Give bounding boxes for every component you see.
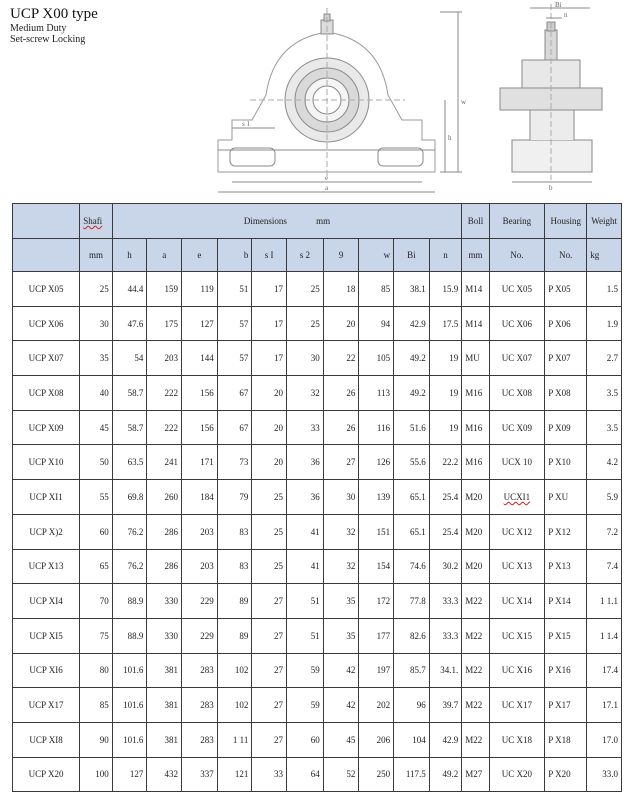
table-row (13, 306, 622, 341)
table-cell: 96 (394, 688, 430, 723)
unit-header-cell: No. (545, 239, 587, 272)
table-cell: 113 (359, 376, 394, 411)
table-row (13, 445, 622, 480)
table-cell: 44.4 (112, 272, 147, 307)
table-cell: 30 (323, 480, 359, 515)
header-weight: Weight (587, 204, 622, 239)
subtitle-locking: Set-screw Locking (10, 34, 86, 45)
table-cell: 88.9 (112, 618, 147, 653)
unit-header-cell: n (429, 239, 462, 272)
table-cell: 206 (359, 722, 394, 757)
table-cell: 20 (252, 445, 287, 480)
table-cell: 76.2 (112, 514, 147, 549)
table-cell: 45 (323, 722, 359, 757)
unit-header-cell: e (182, 239, 218, 272)
table-cell: P X15 (545, 618, 587, 653)
table-cell: 18 (323, 272, 359, 307)
table-cell: P X17 (545, 688, 587, 723)
unit-no-cell: UCP X05 (13, 272, 80, 307)
table-cell: 54 (112, 341, 147, 376)
label-s1: s 1 (242, 120, 250, 128)
table-cell: 40 (80, 376, 113, 411)
table-row (13, 341, 622, 376)
table-cell: 7.4 (587, 549, 622, 584)
table-cell: 1 11 (217, 722, 252, 757)
table-cell: UCX 10 (489, 445, 545, 480)
table-cell: 2.7 (587, 341, 622, 376)
table-cell: 63.5 (112, 445, 147, 480)
table-cell: 139 (359, 480, 394, 515)
unit-no-cell: UCP X07 (13, 341, 80, 376)
table-cell: P X09 (545, 410, 587, 445)
table-cell: 222 (147, 410, 182, 445)
table-cell: 33.3 (429, 584, 462, 619)
header-blank-2 (13, 239, 80, 272)
header-block (10, 6, 98, 45)
table-cell: 260 (147, 480, 182, 515)
subtitle-duty: Medium Duty (10, 23, 67, 34)
table-cell: 83 (217, 514, 252, 549)
table-cell: 27 (252, 584, 287, 619)
table-cell: 17 (252, 272, 287, 307)
table-cell: 337 (182, 757, 218, 792)
table-header-row-2 (13, 239, 622, 272)
table-cell: M22 (462, 722, 489, 757)
table-cell: 90 (80, 722, 113, 757)
table-cell: 432 (147, 757, 182, 792)
table-row (13, 722, 622, 757)
table-cell: P X18 (545, 722, 587, 757)
table-cell: 42 (323, 688, 359, 723)
table-cell: 51 (286, 618, 323, 653)
unit-header-cell: a (147, 239, 182, 272)
table-cell: 17.0 (587, 722, 622, 757)
table-cell: 25 (252, 549, 287, 584)
unit-header-cell: mm (80, 239, 113, 272)
table-cell: 76.2 (112, 549, 147, 584)
table-cell: 17.4 (587, 653, 622, 688)
table-cell: 3.5 (587, 376, 622, 411)
table-cell: 20 (252, 410, 287, 445)
table-cell: 60 (80, 514, 113, 549)
table-cell: 57 (217, 341, 252, 376)
header-blank (13, 204, 80, 239)
table-cell: 88.9 (112, 584, 147, 619)
table-cell: 51 (217, 272, 252, 307)
table-cell: 33.3 (429, 618, 462, 653)
table-cell: P X13 (545, 549, 587, 584)
table-cell: 39.7 (429, 688, 462, 723)
table-cell: 60 (286, 722, 323, 757)
unit-no-cell: UCP X13 (13, 549, 80, 584)
table-row (13, 584, 622, 619)
table-cell: 250 (359, 757, 394, 792)
table-cell: UC X18 (489, 722, 545, 757)
table-cell: P X14 (545, 584, 587, 619)
table-cell: 89 (217, 584, 252, 619)
table-cell: 127 (182, 306, 218, 341)
table-cell: P X20 (545, 757, 587, 792)
label-a: a (325, 184, 329, 192)
table-cell: 126 (359, 445, 394, 480)
table-row (13, 653, 622, 688)
unit-header-cell: w (359, 239, 394, 272)
dimensions-table (12, 203, 622, 792)
table-cell: M16 (462, 445, 489, 480)
label-h: h (448, 134, 452, 142)
table-cell: 70 (80, 584, 113, 619)
table-cell: 19 (429, 376, 462, 411)
unit-no-cell: UCP X08 (13, 376, 80, 411)
table-cell: 27 (252, 722, 287, 757)
table-cell: UC X20 (489, 757, 545, 792)
header-shaft: Shafi (80, 204, 113, 239)
table-cell: UC X12 (489, 514, 545, 549)
table-cell: 67 (217, 376, 252, 411)
table-cell: 1 1.1 (587, 584, 622, 619)
table-cell: MU (462, 341, 489, 376)
table-cell: 83 (217, 549, 252, 584)
table-cell: 85 (80, 688, 113, 723)
table-cell: 58.7 (112, 410, 147, 445)
unit-header-cell: kg (587, 239, 622, 272)
table-cell: UC X05 (489, 272, 545, 307)
table-cell: 47.6 (112, 306, 147, 341)
unit-no-cell: UCP XI5 (13, 618, 80, 653)
table-cell: 26 (323, 410, 359, 445)
table-cell: 101.6 (112, 722, 147, 757)
table-cell: 116 (359, 410, 394, 445)
table-cell: 51 (286, 584, 323, 619)
table-cell: 41 (286, 549, 323, 584)
table-cell: 64 (286, 757, 323, 792)
unit-header-cell: h (112, 239, 147, 272)
table-cell: 33 (252, 757, 287, 792)
table-cell: UC X06 (489, 306, 545, 341)
unit-header-cell: s I (252, 239, 287, 272)
table-cell: 58.7 (112, 376, 147, 411)
table-cell: 49.2 (429, 757, 462, 792)
table-cell: 79 (217, 480, 252, 515)
pillow-block-drawing (190, 0, 630, 200)
table-cell: 94 (359, 306, 394, 341)
unit-header-cell: b (217, 239, 252, 272)
table-cell: 36 (286, 445, 323, 480)
table-cell: 33.0 (587, 757, 622, 792)
table-cell: 34.1. (429, 653, 462, 688)
table-row (13, 376, 622, 411)
table-cell: P X10 (545, 445, 587, 480)
table-cell: 42.9 (429, 722, 462, 757)
table-cell: 67 (217, 410, 252, 445)
table-cell: P X16 (545, 653, 587, 688)
table-cell: 197 (359, 653, 394, 688)
table-cell: 241 (147, 445, 182, 480)
table-cell: 5.9 (587, 480, 622, 515)
header-bolt: Boll (462, 204, 489, 239)
unit-no-cell: UCP X20 (13, 757, 80, 792)
table-cell: 27 (252, 688, 287, 723)
table-cell: 59 (286, 653, 323, 688)
table-row (13, 272, 622, 307)
table-cell: 20 (252, 376, 287, 411)
table-cell: 101.6 (112, 688, 147, 723)
table-row (13, 688, 622, 723)
table-cell: P X12 (545, 514, 587, 549)
unit-no-cell: UCP X17 (13, 688, 80, 723)
table-cell: 52 (323, 757, 359, 792)
table-cell: 75 (80, 618, 113, 653)
table-cell: 330 (147, 584, 182, 619)
table-cell: 30.2 (429, 549, 462, 584)
table-cell: M22 (462, 653, 489, 688)
unit-header-cell: Bi (394, 239, 430, 272)
label-b: b (549, 184, 553, 192)
table-cell: 203 (182, 514, 218, 549)
table-row (13, 757, 622, 792)
table-cell: 15.9 (429, 272, 462, 307)
table-cell: 33 (286, 410, 323, 445)
table-cell: 27 (252, 618, 287, 653)
table-cell: 100 (80, 757, 113, 792)
table-cell: 184 (182, 480, 218, 515)
table-cell: 25 (286, 272, 323, 307)
table-cell: 49.2 (394, 341, 430, 376)
table-cell: 30 (286, 341, 323, 376)
label-w: w (461, 98, 467, 106)
table-cell: 117.5 (394, 757, 430, 792)
table-cell: 1 1.4 (587, 618, 622, 653)
table-cell: 65 (80, 549, 113, 584)
table-cell: 51.6 (394, 410, 430, 445)
unit-header-cell: 9 (323, 239, 359, 272)
unit-header-cell: s 2 (286, 239, 323, 272)
table-cell: 25.4 (429, 514, 462, 549)
table-cell: 42 (323, 653, 359, 688)
table-cell: 104 (394, 722, 430, 757)
table-cell: 7.2 (587, 514, 622, 549)
table-cell: 45 (80, 410, 113, 445)
table-cell: 127 (112, 757, 147, 792)
table-cell: 50 (80, 445, 113, 480)
table-cell: 27 (323, 445, 359, 480)
table-cell: 121 (217, 757, 252, 792)
table-cell: P X06 (545, 306, 587, 341)
table-cell: 17 (252, 341, 287, 376)
table-cell: 25 (80, 272, 113, 307)
table-cell: 59 (286, 688, 323, 723)
table-cell: 22.2 (429, 445, 462, 480)
unit-no-cell: UCP XI8 (13, 722, 80, 757)
table-cell: UC X17 (489, 688, 545, 723)
table-cell: 85 (359, 272, 394, 307)
table-cell: 154 (359, 549, 394, 584)
table-cell: 42.9 (394, 306, 430, 341)
table-cell: UC X13 (489, 549, 545, 584)
table-cell: P X08 (545, 376, 587, 411)
table-cell: M22 (462, 584, 489, 619)
table-cell: 203 (182, 549, 218, 584)
table-cell: 85.7 (394, 653, 430, 688)
unit-no-cell: UCP XI4 (13, 584, 80, 619)
table-cell: 22 (323, 341, 359, 376)
header-housing: Housing (545, 204, 587, 239)
table-cell: 25 (286, 306, 323, 341)
table-cell: 105 (359, 341, 394, 376)
table-cell: P X07 (545, 341, 587, 376)
table-cell: 381 (147, 653, 182, 688)
table-cell: 41 (286, 514, 323, 549)
table-cell: 32 (323, 514, 359, 549)
table-cell: UC X15 (489, 618, 545, 653)
table-cell: 69.8 (112, 480, 147, 515)
unit-header-cell: No. (489, 239, 545, 272)
table-cell: 283 (182, 688, 218, 723)
table-cell: M14 (462, 272, 489, 307)
table-cell: 57 (217, 306, 252, 341)
table-cell: 82.6 (394, 618, 430, 653)
table-cell: 19 (429, 341, 462, 376)
table-cell: 119 (182, 272, 218, 307)
table-cell: M16 (462, 376, 489, 411)
table-cell: 175 (147, 306, 182, 341)
table-cell: 35 (323, 618, 359, 653)
table-cell: 172 (359, 584, 394, 619)
table-cell: 27 (252, 653, 287, 688)
page-title: UCP X00 type (10, 6, 98, 22)
table-cell: 77.8 (394, 584, 430, 619)
table-cell: M20 (462, 514, 489, 549)
table-cell: 73 (217, 445, 252, 480)
unit-no-cell: UCP X)2 (13, 514, 80, 549)
table-cell: 1.9 (587, 306, 622, 341)
table-cell: 229 (182, 584, 218, 619)
table-cell: 151 (359, 514, 394, 549)
table-cell: 156 (182, 410, 218, 445)
table-row (13, 410, 622, 445)
table-cell: 381 (147, 722, 182, 757)
table-cell: M27 (462, 757, 489, 792)
table-cell: 80 (80, 653, 113, 688)
label-n: n (564, 11, 568, 19)
label-e: e (325, 174, 329, 182)
table-cell: M20 (462, 549, 489, 584)
header-dimensions: Dimensions mm (112, 204, 462, 239)
table-row (13, 514, 622, 549)
table-cell: 222 (147, 376, 182, 411)
table-cell: 38.1 (394, 272, 430, 307)
table-cell: 35 (323, 584, 359, 619)
table-cell: UC X16 (489, 653, 545, 688)
table-cell: 229 (182, 618, 218, 653)
table-cell: 32 (286, 376, 323, 411)
table-cell: UC X14 (489, 584, 545, 619)
table-cell: UCXI1 (489, 480, 545, 515)
table-cell: 171 (182, 445, 218, 480)
table-header-row-1 (13, 204, 622, 239)
table-cell: 65.1 (394, 514, 430, 549)
table-cell: 1.5 (587, 272, 622, 307)
table-cell: P XU (545, 480, 587, 515)
table-cell: 89 (217, 618, 252, 653)
table-cell: 101.6 (112, 653, 147, 688)
table-cell: 55.6 (394, 445, 430, 480)
table-cell: M22 (462, 688, 489, 723)
table-cell: 3.5 (587, 410, 622, 445)
table-cell: M14 (462, 306, 489, 341)
table-cell: 55 (80, 480, 113, 515)
table-cell: 202 (359, 688, 394, 723)
table-cell: 203 (147, 341, 182, 376)
table-cell: 19 (429, 410, 462, 445)
table-row (13, 618, 622, 653)
table-cell: 74.6 (394, 549, 430, 584)
table-cell: UC X09 (489, 410, 545, 445)
table-row (13, 549, 622, 584)
table-cell: 35 (80, 341, 113, 376)
table-cell: 30 (80, 306, 113, 341)
table-cell: 49.2 (394, 376, 430, 411)
table-cell: 4.2 (587, 445, 622, 480)
table-cell: M22 (462, 618, 489, 653)
unit-no-cell: UCP X10 (13, 445, 80, 480)
table-cell: 177 (359, 618, 394, 653)
table-cell: 144 (182, 341, 218, 376)
header-bearing: Bearing (489, 204, 545, 239)
table-cell: 32 (323, 549, 359, 584)
label-bi: Bi (555, 1, 562, 9)
table-cell: 381 (147, 688, 182, 723)
table-cell: 20 (323, 306, 359, 341)
unit-no-cell: UCP X06 (13, 306, 80, 341)
table-body (13, 272, 622, 792)
table-cell: 102 (217, 653, 252, 688)
table-cell: 330 (147, 618, 182, 653)
table-cell: 25 (252, 480, 287, 515)
table-cell: 36 (286, 480, 323, 515)
table-cell: 17.5 (429, 306, 462, 341)
table-cell: 286 (147, 514, 182, 549)
table-cell: 26 (323, 376, 359, 411)
table-cell: 283 (182, 653, 218, 688)
table-cell: M16 (462, 410, 489, 445)
unit-header-cell: mm (462, 239, 489, 272)
unit-no-cell: UCP XI6 (13, 653, 80, 688)
table-cell: 25 (252, 514, 287, 549)
unit-no-cell: UCP XI1 (13, 480, 80, 515)
table-cell: 156 (182, 376, 218, 411)
table-cell: 283 (182, 722, 218, 757)
table-cell: 286 (147, 549, 182, 584)
table-cell: P X05 (545, 272, 587, 307)
table-cell: M20 (462, 480, 489, 515)
table-cell: 159 (147, 272, 182, 307)
table-cell: 25.4 (429, 480, 462, 515)
table-cell: 102 (217, 688, 252, 723)
table-cell: 17 (252, 306, 287, 341)
unit-no-cell: UCP X09 (13, 410, 80, 445)
table-cell: 17.1 (587, 688, 622, 723)
table-cell: 65.1 (394, 480, 430, 515)
table-cell: UC X07 (489, 341, 545, 376)
table-cell: UC X08 (489, 376, 545, 411)
table-row (13, 480, 622, 515)
